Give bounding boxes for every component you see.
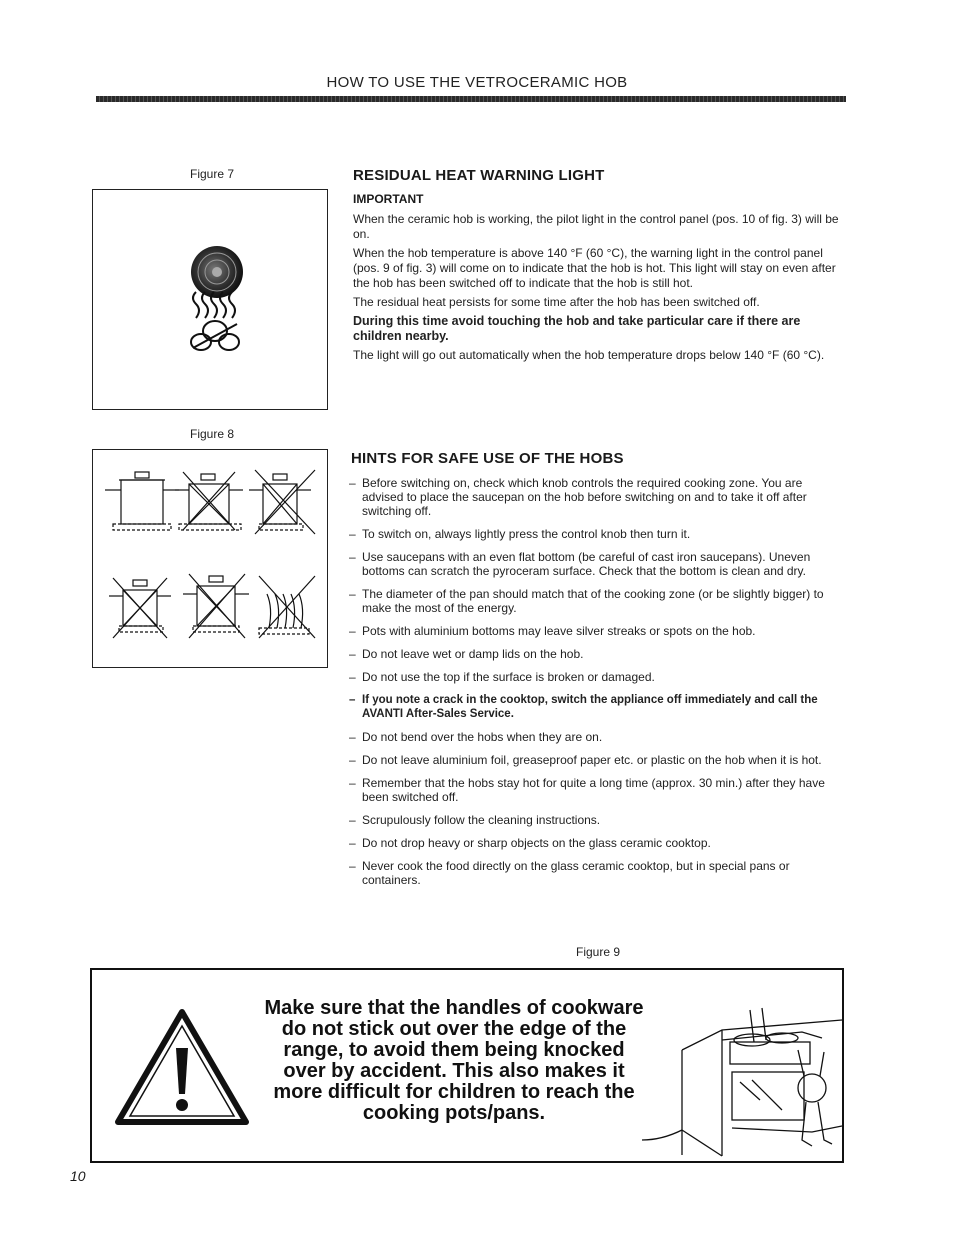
cookware-warning-box <box>90 968 844 1163</box>
child-reaching-stove-illustration <box>632 980 842 1160</box>
residual-para-4-bold: During this time avoid touching the hob and take particular care if there are children nearby. <box>353 314 801 343</box>
list-item: – Before switching on, check which knob controls the required cooking zone. You are advised to place the saucepan on the hob before switching on and to take it off after switching off. <box>349 476 846 518</box>
warning-triangle-icon <box>114 1008 250 1126</box>
residual-para-3: The residual heat persists for some time after the hob has been switched off. <box>353 295 760 309</box>
figure-8-box <box>92 449 328 668</box>
list-item: – Never cook the food directly on the glass ceramic cooktop, but in special pans or containers. <box>349 859 846 887</box>
hot-hob-warning-icon <box>93 190 327 409</box>
figure-9-caption: Figure 9 <box>576 945 621 959</box>
list-item: – To switch on, always lightly press the control knob then turn it. <box>349 527 846 541</box>
list-item: – Do not bend over the hobs when they are on. <box>349 730 846 744</box>
list-item: – Do not leave aluminium foil, greaseproof paper etc. or plastic on the hob when it is hot. <box>349 753 846 767</box>
list-item: – Do not drop heavy or sharp objects on the glass ceramic cooktop. <box>349 836 846 850</box>
figure-8-caption: Figure 8 <box>190 427 235 441</box>
hints-list-container <box>349 476 846 896</box>
hints-list <box>349 476 846 887</box>
saucepan-diagrams <box>93 450 327 667</box>
hints-heading: HINTS FOR SAFE USE OF THE HOBS <box>351 450 624 467</box>
residual-para-5: The light will go out automatically when the hob temperature drops below 140 °F (60 °C). <box>353 348 825 362</box>
page-header-title: HOW TO USE THE VETROCERAMIC HOB <box>326 74 628 91</box>
header-rule <box>96 96 846 102</box>
page-number: 10 <box>70 1168 86 1184</box>
list-item-bold: – If you note a crack in the cooktop, switch the appliance off immediately and call the AVANTI After-Sales Service. <box>349 693 846 721</box>
figure-7-caption: Figure 7 <box>190 167 235 181</box>
cookware-warning-text: Make sure that the handles of cookware do not stick out over the edge of the range, to avoid them being knocked over by accident. This also makes it more difficult for children to reach the cooking pots/pans. <box>264 997 644 1124</box>
list-item: – Pots with aluminium bottoms may leave silver streaks or spots on the hob. <box>349 624 846 638</box>
residual-para-2: When the hob temperature is above 140 °F (60 °C), the warning light in the control panel (pos. 9 of fig. 3) will come on to indicate that the hob is hot. This light will stay on even after the hob has been switched off to indicate that the hob is still hot. <box>353 246 836 290</box>
list-item: – Do not leave wet or damp lids on the hob. <box>349 647 846 661</box>
residual-para-1: When the ceramic hob is working, the pilot light in the control panel (pos. 10 of fig. 3) will be on. <box>353 212 839 241</box>
list-item: – Scrupulously follow the cleaning instructions. <box>349 813 846 827</box>
list-item: – Use saucepans with an even flat bottom (be careful of cast iron saucepans). Uneven bottoms can scratch the pyroceram surface. Check that the bottom is clean and dry. <box>349 550 846 578</box>
list-item: – Remember that the hobs stay hot for quite a long time (approx. 30 min.) after they have been switched off. <box>349 776 846 804</box>
pan-correct-icon <box>105 472 179 530</box>
residual-heat-heading: RESIDUAL HEAT WARNING LIGHT <box>353 167 605 184</box>
figure-7-box <box>92 189 328 410</box>
important-label: IMPORTANT <box>353 192 424 206</box>
list-item: – The diameter of the pan should match that of the cooking zone (or be slightly bigger) to make the most of the energy. <box>349 587 846 615</box>
residual-heat-body <box>353 212 846 367</box>
list-item: – Do not use the top if the surface is broken or damaged. <box>349 670 846 684</box>
